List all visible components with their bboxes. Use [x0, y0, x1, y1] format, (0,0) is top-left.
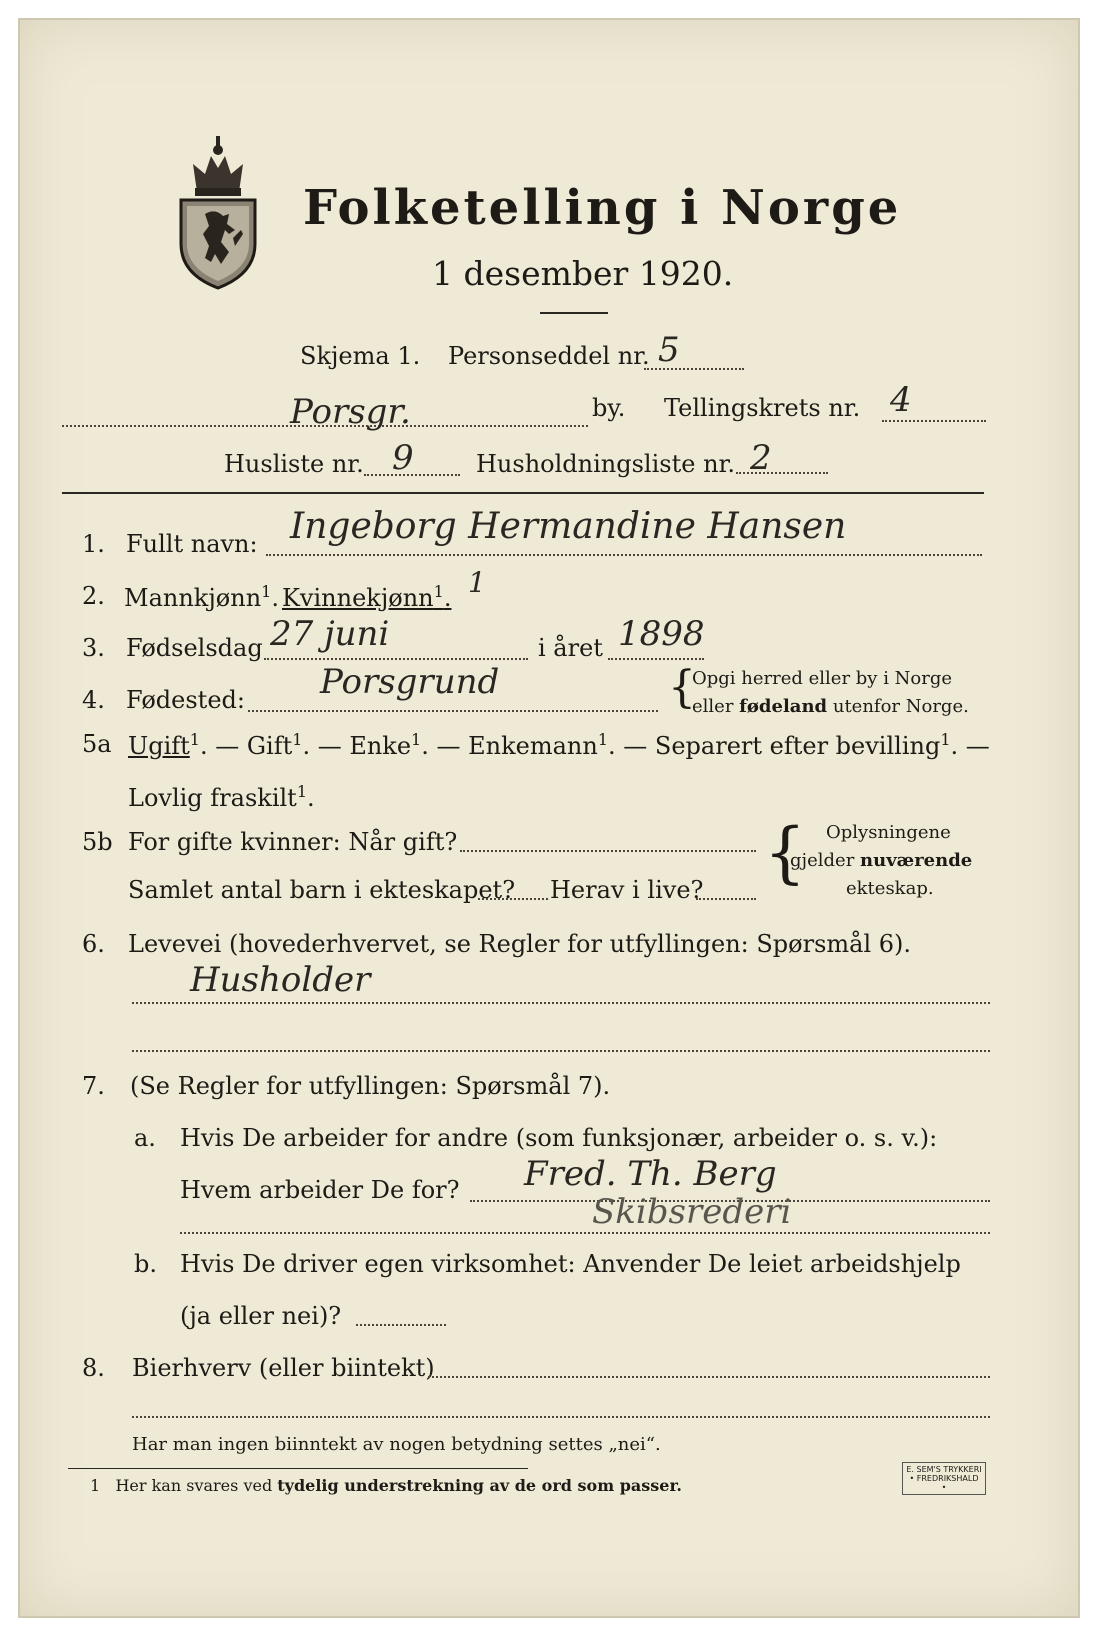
q3-year-label: i året: [538, 634, 603, 662]
q7a-line2: Hvem arbeider De for?: [180, 1176, 460, 1204]
husholdning-value: 2: [750, 438, 772, 478]
q7a-line1: Hvis De arbeider for andre (som funksjonær, arbeider o. s. v.):: [180, 1124, 938, 1152]
q7-number: 7.: [82, 1072, 105, 1100]
q3-year-value: 1898: [618, 614, 705, 654]
q5a-options: Ugift$^1$. — Gift$^1$. — Enke$^1$. — Enkemann$^1$. — Separert efter bevilling$^1$. —: [128, 730, 990, 760]
q4-note-line2: eller fødeland utenfor Norge.: [692, 696, 969, 717]
personseddel-label: Personseddel nr.: [448, 342, 650, 370]
printer-mark: E. SEM'S TRYKKERI • FREDRIKSHALD •: [902, 1462, 986, 1495]
q7a-letter: a.: [134, 1124, 156, 1152]
q6-value: Husholder: [190, 960, 371, 1000]
q5b-note3: ekteskap.: [846, 878, 934, 899]
q3-label: Fødselsdag: [126, 634, 263, 662]
q7a-line-extra: [180, 1232, 990, 1234]
husliste-value: 9: [392, 438, 414, 478]
q7-label: (Se Regler for utfyllingen: Spørsmål 7).: [130, 1072, 611, 1100]
footnote: 1 Her kan svares ved tydelig understrekning av de ord som passer.: [90, 1476, 682, 1495]
q3-day-line: [264, 658, 528, 660]
q2-mark: 1: [468, 566, 486, 599]
q5a-number: 5a: [82, 730, 112, 758]
q5a-fraskilt: Lovlig fraskilt$^1$.: [128, 782, 315, 812]
norwegian-lion-crest-icon: [175, 134, 261, 290]
q3-day-value: 27 juni: [270, 614, 390, 654]
q4-label: Fødested:: [126, 686, 245, 714]
q1-number: 1.: [82, 530, 105, 558]
q1-label: Fullt navn:: [126, 530, 258, 558]
personseddel-value: 5: [658, 330, 680, 370]
q7b-line2: (ja eller nei)?: [180, 1302, 342, 1330]
q5b-label3: Herav i live?: [550, 876, 704, 904]
q8-number: 8.: [82, 1354, 105, 1382]
q5b-line1: [460, 850, 756, 852]
q4-note-line1: Opgi herred eller by i Norge: [692, 668, 953, 689]
q5b-brace: {: [764, 814, 806, 891]
title-divider: [540, 312, 608, 314]
skjema-label: Skjema 1.: [300, 342, 421, 370]
tellingskrets-label: Tellingskrets nr.: [664, 394, 861, 422]
footnote-rule: [68, 1468, 528, 1469]
q5b-line3: [696, 898, 756, 900]
q1-line: [266, 554, 982, 556]
q7b-line1: Hvis De driver egen virksomhet: Anvender De leiet arbeidshjelp: [180, 1250, 961, 1278]
q4-number: 4.: [82, 686, 105, 714]
q5b-note1: Oplysningene: [826, 822, 951, 843]
husholdning-label: Husholdningsliste nr.: [476, 450, 735, 478]
q5b-number: 5b: [82, 828, 113, 856]
q5b-note2: gjelder nuværende: [790, 850, 973, 871]
husliste-label: Husliste nr.: [224, 450, 364, 478]
census-date: 1 desember 1920.: [432, 254, 734, 293]
q6-number: 6.: [82, 930, 105, 958]
by-label: by.: [592, 394, 626, 422]
q6-label: Levevei (hovederhvervet, se Regler for utfyllingen: Spørsmål 6).: [128, 930, 912, 958]
q6-line1: [132, 1002, 990, 1004]
q3-number: 3.: [82, 634, 105, 662]
nei-note: Har man ingen biinntekt av nogen betydning settes „nei“.: [132, 1434, 661, 1455]
q7a-value1: Fred. Th. Berg: [524, 1154, 777, 1194]
q7b-letter: b.: [134, 1250, 157, 1278]
q3-year-line: [608, 658, 704, 660]
q6-line2: [132, 1050, 990, 1052]
section-rule: [62, 492, 984, 494]
q7b-line: [356, 1324, 446, 1326]
q4-brace: {: [668, 662, 696, 713]
by-value: Porsgr.: [290, 392, 411, 432]
q8-label: Bierhverv (eller biintekt): [132, 1354, 435, 1382]
q2-female-option: Kvinnekjønn$^1$.: [282, 582, 452, 612]
q4-line: [248, 710, 658, 712]
q7a-value2: Skibsrederi: [592, 1192, 792, 1232]
q5b-label: For gifte kvinner: Når gift?: [128, 828, 458, 856]
census-form: [18, 18, 1080, 1618]
q2-number: 2.: [82, 582, 105, 610]
q2-male-option: Mannkjønn$^1$.: [124, 582, 279, 612]
q8-line1: [428, 1376, 990, 1378]
tellingskrets-line: [882, 420, 986, 422]
tellingskrets-value: 4: [890, 380, 912, 420]
form-title: Folketelling i Norge: [303, 180, 902, 236]
q8-line2: [132, 1416, 990, 1418]
q5b-line2: [478, 898, 548, 900]
q4-value: Porsgrund: [320, 662, 500, 702]
q1-value: Ingeborg Hermandine Hansen: [290, 506, 847, 547]
q5b-label2: Samlet antal barn i ekteskapet?: [128, 876, 516, 904]
